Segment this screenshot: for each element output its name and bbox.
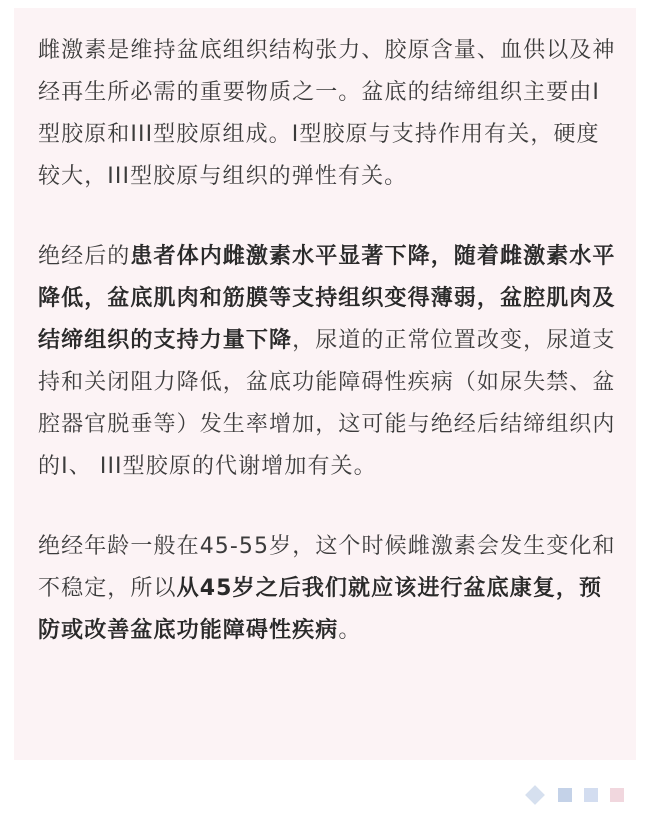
paragraph-menopause-effects — [38, 236, 622, 488]
square-decoration-icon — [558, 788, 572, 802]
square-decoration-icon — [584, 788, 598, 802]
square-decoration-icon — [610, 788, 624, 802]
text-segment: 绝经后的 — [38, 244, 131, 269]
text-segment: 雌激素是维持盆底组织结构张力、胶原含量、血供以及神经再生所必需的重要物质之一。盆底的结缔组织主要由I型胶原和III型胶原组成。I型胶原与支持作用有关，硬度较大，III型胶原与组织的弹性有关。 — [38, 38, 616, 189]
text-segment: 。 — [338, 618, 362, 643]
article-card — [14, 8, 636, 760]
bold-text-segment: 从45岁之后我们就应该进行盆底康复，预防或改善盆底功能障碍性疾病 — [38, 576, 603, 643]
diamond-decoration-icon — [525, 785, 545, 805]
text-segment: 绝经年龄一般在45-55岁，这个时候雌激素会发生变化和不稳定，所以 — [38, 534, 616, 601]
text-segment: ，尿道的正常位置改变，尿道支持和关闭阻力降低，盆底功能障碍性疾病（如尿失禁、盆腔器官脱垂等）发生率增加，这可能与绝经后结缔组织内的I、 III型胶原的代谢增加有关。 — [38, 328, 616, 479]
bold-text-segment: 患者体内雌激素水平显著下降，随着雌激素水平降低，盆底肌肉和筋膜等支持组织变得薄弱，盆腔肌肉及结缔组织的支持力量下降 — [38, 244, 616, 353]
paragraph-recommendation — [38, 526, 622, 652]
paragraph-estrogen-role — [38, 30, 622, 198]
